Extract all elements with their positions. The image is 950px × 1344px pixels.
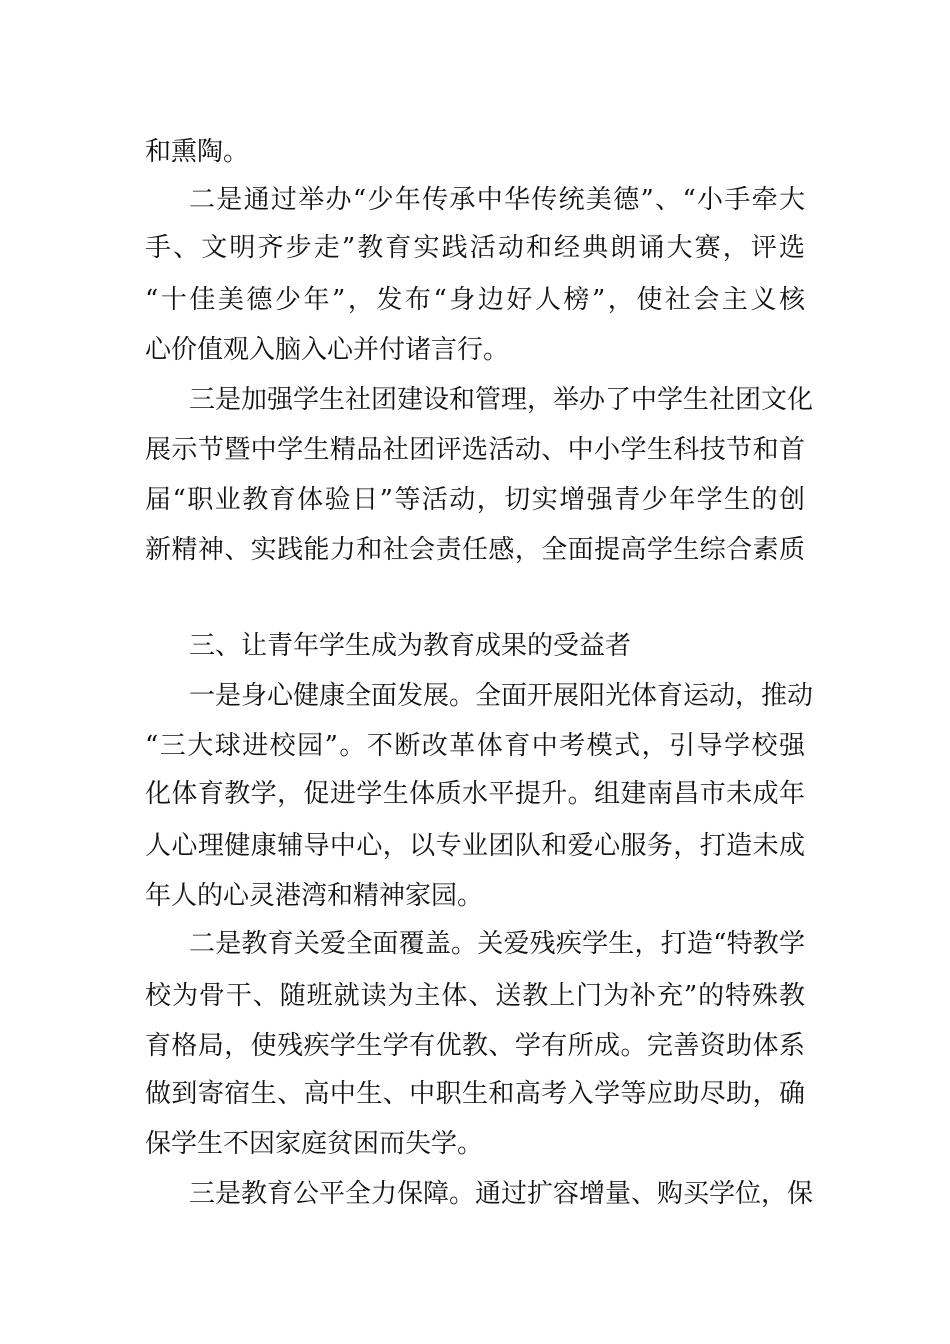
text-line: 化体育教学，促进学生体质水平提升。组建南昌市未成年 xyxy=(145,779,805,809)
paragraph-first-line: 二是教育关爱全面覆盖。关爱残疾学生，打造“特教学 xyxy=(189,929,805,959)
section-heading: 三、让青年学生成为教育成果的受益者 xyxy=(189,631,632,661)
paragraph-first-line: 三是教育公平全力保障。通过扩容增量、购买学位，保 xyxy=(189,1179,814,1209)
text-line: 做到寄宿生、高中生、中职生和高考入学等应助尽助，确 xyxy=(145,1079,805,1109)
text-line: 育格局，使残疾学生学有优教、学有所成。完善资助体系 xyxy=(145,1031,805,1061)
text-line: 校为骨干、随班就读为主体、送教上门为补充”的特殊教 xyxy=(145,981,805,1011)
text-line: 展示节暨中学生精品社团评选活动、中小学生科技节和首 xyxy=(145,435,805,465)
paragraph-first-line: 三是加强学生社团建设和管理，举办了中学生社团文化 xyxy=(189,385,814,415)
text-line: 保学生不因家庭贫困而失学。 xyxy=(145,1129,484,1159)
text-line: 手、文明齐步走”教育实践活动和经典朗诵大赛，评选 xyxy=(145,233,805,263)
text-line: “三大球进校园”。不断改革体育中考模式，引导学校强 xyxy=(145,731,805,761)
text-line: 年人的心灵港湾和精神家园。 xyxy=(145,881,484,911)
text-line: 和熏陶。 xyxy=(145,137,250,167)
text-line: 新精神、实践能力和社会责任感，全面提高学生综合素质 xyxy=(145,535,805,565)
paragraph-first-line: 二是通过举办“少年传承中华传统美德”、“小手牵大 xyxy=(189,185,805,215)
text-line: 人心理健康辅导中心，以专业团队和爱心服务，打造未成 xyxy=(145,831,805,861)
text-line: 届“职业教育体验日”等活动，切实增强青少年学生的创 xyxy=(145,485,805,515)
text-line: 心价值观入脑入心并付诸言行。 xyxy=(145,335,510,365)
paragraph-first-line: 一是身心健康全面发展。全面开展阳光体育运动，推动 xyxy=(189,681,814,711)
text-line: “十佳美德少年”，发布“身边好人榜”，使社会主义核 xyxy=(145,285,805,315)
